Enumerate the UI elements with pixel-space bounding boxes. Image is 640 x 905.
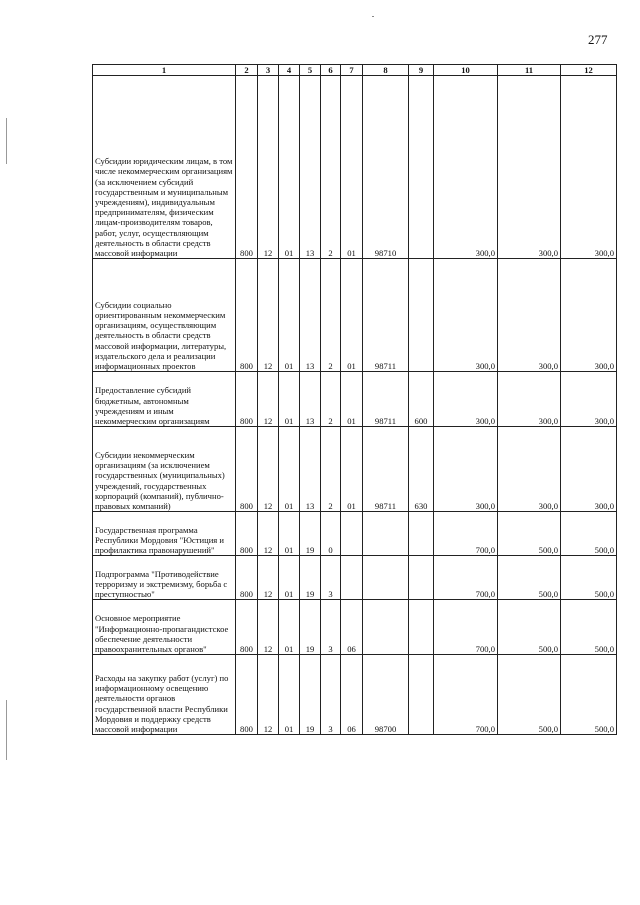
table-row: [93, 259, 617, 372]
cell-col-3: 12: [258, 76, 279, 259]
column-header-11: 11: [498, 65, 561, 76]
cell-col-8: 98710: [363, 76, 409, 259]
cell-col-10: 300,0: [434, 76, 498, 259]
column-header-12: 12: [561, 65, 617, 76]
column-header-10: 10: [434, 65, 498, 76]
cell-col-9: [409, 76, 434, 259]
cell-col-4: 01: [279, 512, 300, 556]
cell-col-10: 700,0: [434, 655, 498, 735]
table-row: [93, 512, 617, 556]
cell-col-3: 12: [258, 259, 279, 372]
cell-col-11: 500,0: [498, 655, 561, 735]
cell-col-2: 800: [236, 600, 258, 655]
cell-col-5: 19: [300, 556, 321, 600]
cell-col-12: 300,0: [561, 259, 617, 372]
cell-col-10: 300,0: [434, 259, 498, 372]
column-header-4: 4: [279, 65, 300, 76]
cell-col-6: 2: [321, 427, 341, 512]
row-name: Расходы на закупку работ (услуг) по информационному освещению деятельности органов государственной власти Республики Мордовия и поддержку средств массовой информации: [93, 655, 236, 735]
cell-col-5: 19: [300, 600, 321, 655]
table-body: [93, 76, 617, 735]
cell-col-12: 500,0: [561, 556, 617, 600]
cell-col-9: [409, 600, 434, 655]
column-header-8: 8: [363, 65, 409, 76]
cell-col-8: 98711: [363, 259, 409, 372]
cell-col-11: 300,0: [498, 427, 561, 512]
column-header-3: 3: [258, 65, 279, 76]
cell-col-12: 500,0: [561, 600, 617, 655]
cell-col-9: 600: [409, 372, 434, 427]
table-row: [93, 655, 617, 735]
cell-col-2: 800: [236, 76, 258, 259]
cell-col-9: [409, 259, 434, 372]
cell-col-9: 630: [409, 427, 434, 512]
cell-col-5: 19: [300, 655, 321, 735]
cell-col-5: 13: [300, 372, 321, 427]
cell-col-10: 700,0: [434, 512, 498, 556]
cell-col-2: 800: [236, 556, 258, 600]
row-name: Основное мероприятие "Информационно-пропагандистское обеспечение деятельности правоохранительных органов": [93, 600, 236, 655]
cell-col-7: [341, 556, 363, 600]
cell-col-6: 2: [321, 372, 341, 427]
cell-col-8: 98711: [363, 427, 409, 512]
cell-col-2: 800: [236, 259, 258, 372]
cell-col-3: 12: [258, 372, 279, 427]
cell-col-4: 01: [279, 655, 300, 735]
cell-col-10: 700,0: [434, 556, 498, 600]
cell-col-10: 700,0: [434, 600, 498, 655]
cell-col-12: 300,0: [561, 372, 617, 427]
column-header-9: 9: [409, 65, 434, 76]
cell-col-10: 300,0: [434, 372, 498, 427]
scan-margin-mark: [6, 118, 7, 164]
table-row: [93, 556, 617, 600]
cell-col-10: 300,0: [434, 427, 498, 512]
budget-table: [92, 64, 617, 735]
cell-col-8: 98700: [363, 655, 409, 735]
cell-col-7: 01: [341, 372, 363, 427]
row-name: Субсидии некоммерческим организациям (за исключением государственных (муниципальных) учреждений, государственных корпораций (компаний), публично-правовых компаний): [93, 427, 236, 512]
cell-col-11: 300,0: [498, 259, 561, 372]
cell-col-4: 01: [279, 372, 300, 427]
scan-speck: [372, 16, 374, 17]
cell-col-6: 3: [321, 600, 341, 655]
column-header-7: 7: [341, 65, 363, 76]
cell-col-6: 2: [321, 259, 341, 372]
column-header-2: 2: [236, 65, 258, 76]
cell-col-5: 19: [300, 512, 321, 556]
column-header-1: 1: [93, 65, 236, 76]
cell-col-7: 06: [341, 655, 363, 735]
table-row: [93, 427, 617, 512]
cell-col-3: 12: [258, 655, 279, 735]
cell-col-4: 01: [279, 427, 300, 512]
cell-col-4: 01: [279, 600, 300, 655]
cell-col-8: [363, 600, 409, 655]
cell-col-7: 01: [341, 427, 363, 512]
cell-col-3: 12: [258, 427, 279, 512]
row-name: Государственная программа Республики Мордовия "Юстиция и профилактика правонарушений": [93, 512, 236, 556]
cell-col-7: 01: [341, 259, 363, 372]
cell-col-6: 2: [321, 76, 341, 259]
cell-col-11: 500,0: [498, 512, 561, 556]
cell-col-12: 500,0: [561, 655, 617, 735]
cell-col-11: 300,0: [498, 76, 561, 259]
cell-col-3: 12: [258, 556, 279, 600]
cell-col-12: 500,0: [561, 512, 617, 556]
table-row: [93, 372, 617, 427]
row-name: Подпрограмма "Противодействие терроризму и экстремизму, борьба с преступностью": [93, 556, 236, 600]
cell-col-6: 0: [321, 512, 341, 556]
scan-margin-mark: [6, 700, 7, 760]
cell-col-2: 800: [236, 655, 258, 735]
cell-col-5: 13: [300, 76, 321, 259]
table-row: [93, 76, 617, 259]
table-header-row: [93, 65, 617, 76]
cell-col-3: 12: [258, 600, 279, 655]
cell-col-9: [409, 556, 434, 600]
cell-col-8: [363, 512, 409, 556]
cell-col-2: 800: [236, 512, 258, 556]
cell-col-3: 12: [258, 512, 279, 556]
row-name: Предоставление субсидий бюджетным, автономным учреждениям и иным некоммерческим организациям: [93, 372, 236, 427]
cell-col-11: 500,0: [498, 556, 561, 600]
column-header-5: 5: [300, 65, 321, 76]
cell-col-12: 300,0: [561, 427, 617, 512]
cell-col-11: 300,0: [498, 372, 561, 427]
column-header-6: 6: [321, 65, 341, 76]
cell-col-2: 800: [236, 427, 258, 512]
cell-col-9: [409, 512, 434, 556]
cell-col-4: 01: [279, 556, 300, 600]
page-number: 277: [588, 32, 608, 47]
cell-col-6: 3: [321, 556, 341, 600]
cell-col-5: 13: [300, 427, 321, 512]
table-row: [93, 600, 617, 655]
cell-col-8: [363, 556, 409, 600]
cell-col-4: 01: [279, 76, 300, 259]
cell-col-11: 500,0: [498, 600, 561, 655]
cell-col-9: [409, 655, 434, 735]
cell-col-6: 3: [321, 655, 341, 735]
cell-col-7: 06: [341, 600, 363, 655]
cell-col-4: 01: [279, 259, 300, 372]
cell-col-2: 800: [236, 372, 258, 427]
cell-col-5: 13: [300, 259, 321, 372]
cell-col-7: 01: [341, 76, 363, 259]
row-name: Субсидии юридическим лицам, в том числе некоммерческим организациям (за исключением субсидий государственным и муниципальным учреждениям), индивидуальным предпринимателям, физическим лицам-производителям товаров, работ, услуг, осуществляющим деятельность в области средств массовой информации: [93, 76, 236, 259]
row-name: Субсидии социально ориентированным некоммерческим организациям, осуществляющим деятельность в области средств массовой информации, литературы, издательского дела и реализации информационных проектов: [93, 259, 236, 372]
cell-col-12: 300,0: [561, 76, 617, 259]
cell-col-8: 98711: [363, 372, 409, 427]
cell-col-7: [341, 512, 363, 556]
